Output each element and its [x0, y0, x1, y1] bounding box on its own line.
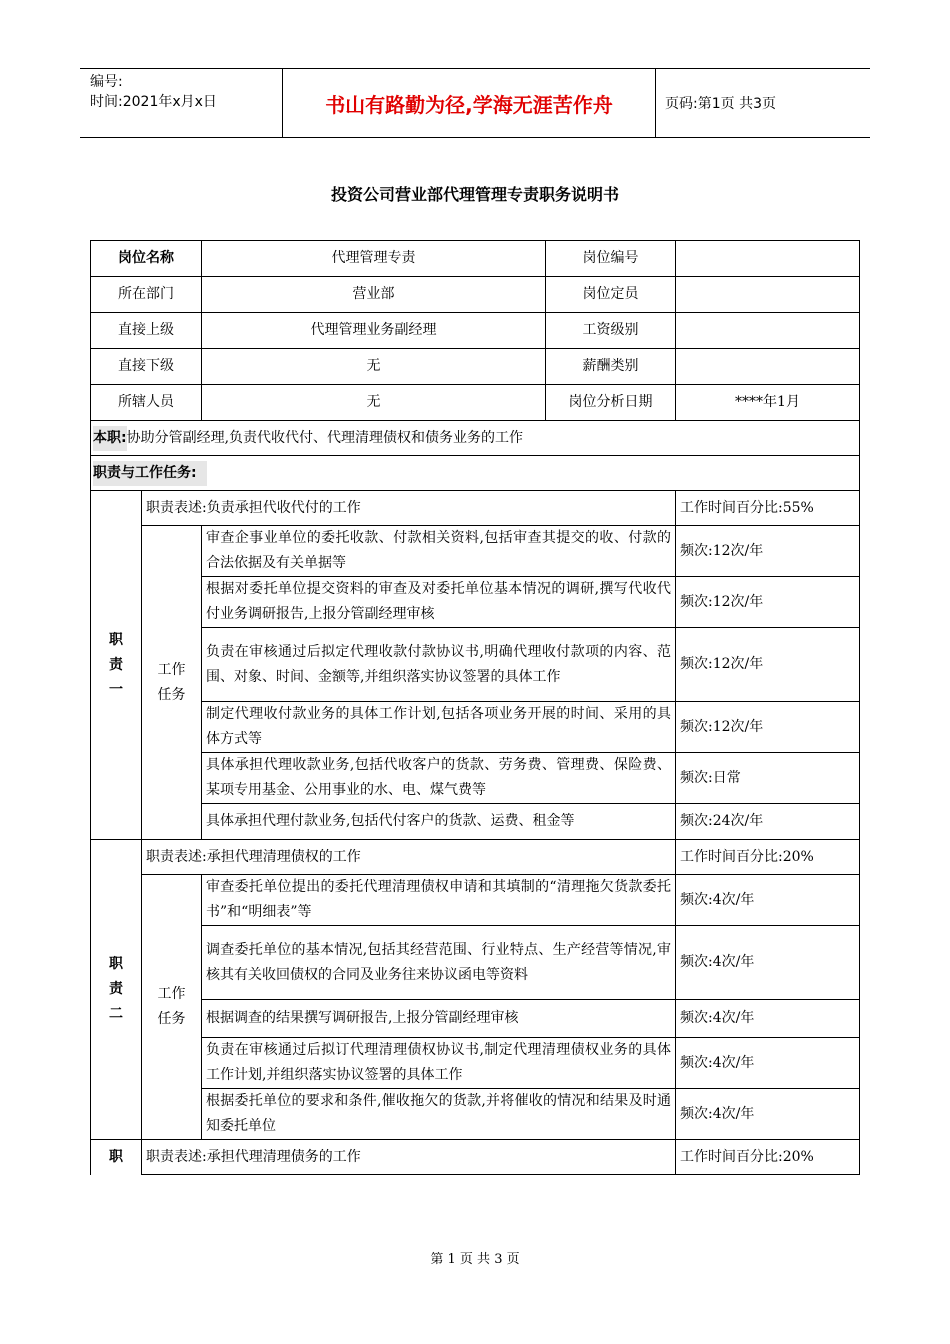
info-value — [676, 241, 860, 277]
task-description: 具体承担代理收款业务,包括代收客户的货款、劳务费、管理费、保险费、某项专用基金、公用事业的水、电、煤气费等 — [202, 753, 676, 804]
task-row — [91, 628, 860, 702]
duty-statement-row — [91, 491, 860, 526]
info-label: 直接下级 — [91, 349, 202, 385]
duties-label-row — [91, 456, 860, 491]
info-row — [91, 349, 860, 385]
task-row — [91, 702, 860, 753]
info-value: ****年1月 — [676, 385, 860, 421]
info-value: 代理管理专责 — [202, 241, 546, 277]
page-footer: 第 1 页 共 3 页 — [430, 1252, 520, 1267]
task-description: 调查委托单位的基本情况,包括其经营范围、行业特点、生产经营等情况,审核其有关收回债权的合同及业务往来协议函电等资料 — [202, 926, 676, 1000]
task-description: 负责在审核通过后拟订代理清理债权协议书,制定代理清理债权业务的具体工作计划,并组织落实协议签署的具体工作 — [202, 1038, 676, 1089]
task-row — [91, 577, 860, 628]
task-row — [91, 1089, 860, 1140]
task-label — [142, 875, 202, 1140]
date-label: 时间:2021年x月x日 — [90, 94, 217, 110]
task-frequency: 频次:4次/年 — [676, 926, 860, 1000]
duty-name-char: 职 — [109, 956, 123, 972]
task-description: 审查企事业单位的委托收款、付款相关资料,包括审查其提交的收、付款的合法依据及有关单据等 — [202, 526, 676, 577]
motto: 书山有路勤为径,学海无涯苦作舟 — [282, 69, 656, 137]
duty-name — [91, 840, 142, 1140]
task-frequency: 频次:日常 — [676, 753, 860, 804]
info-value: 无 — [202, 385, 546, 421]
info-value — [676, 349, 860, 385]
task-label-line: 任务 — [157, 1011, 186, 1027]
task-label-line: 工作 — [157, 986, 186, 1002]
task-row — [91, 1000, 860, 1038]
task-label — [142, 526, 202, 840]
info-value: 营业部 — [202, 277, 546, 313]
info-row — [91, 277, 860, 313]
main-duty-text: 协助分管副经理,负责代收代付、代理清理债权和债务业务的工作 — [126, 429, 524, 446]
duties-label: 职责与工作任务: — [93, 461, 207, 486]
task-description: 制定代理收付款业务的具体工作计划,包括各项业务开展的时间、采用的具体方式等 — [202, 702, 676, 753]
info-label: 工资级别 — [546, 313, 676, 349]
main-duty — [91, 421, 860, 456]
task-description: 具体承担代理付款业务,包括代付客户的货款、运费、租金等 — [202, 804, 676, 840]
info-label: 所在部门 — [91, 277, 202, 313]
duty-statement: 职责表述:承担代理清理债权的工作 — [142, 840, 676, 875]
task-description: 根据委托单位的要求和条件,催收拖欠的货款,并将催收的情况和结果及时通知委托单位 — [202, 1089, 676, 1140]
duty-name-char: 责 — [109, 656, 123, 673]
duty-percent: 工作时间百分比:20% — [676, 1140, 860, 1175]
main-duty-label: 本职: — [93, 426, 127, 451]
task-row — [91, 926, 860, 1000]
duty-name-char: 职 — [109, 631, 123, 648]
duty-name-char: 一 — [109, 681, 123, 698]
task-row — [91, 753, 860, 804]
page-header — [80, 68, 870, 138]
main-duty-row — [91, 421, 860, 456]
duty-name: 职 — [91, 1140, 142, 1175]
task-row — [91, 1038, 860, 1089]
info-row — [91, 313, 860, 349]
info-row — [91, 385, 860, 421]
duty-statement-row — [91, 840, 860, 875]
page-info: 页码:第1页 共3页 — [665, 96, 776, 112]
task-frequency: 频次:12次/年 — [676, 702, 860, 753]
header-meta — [80, 69, 282, 137]
task-frequency: 频次:4次/年 — [676, 1038, 860, 1089]
duty-statement-row — [91, 1140, 860, 1175]
info-value — [676, 313, 860, 349]
duty-percent: 工作时间百分比:55% — [676, 491, 860, 526]
info-label: 薪酬类别 — [546, 349, 676, 385]
task-frequency: 频次:4次/年 — [676, 1089, 860, 1140]
job-description-table — [90, 240, 860, 1175]
duty-name-char: 责 — [109, 981, 123, 997]
task-row — [91, 526, 860, 577]
duty-statement: 职责表述:负责承担代收代付的工作 — [142, 491, 676, 526]
task-frequency: 频次:4次/年 — [676, 1000, 860, 1038]
duty-statement: 职责表述:承担代理清理债务的工作 — [142, 1140, 676, 1175]
task-frequency: 频次:24次/年 — [676, 804, 860, 840]
task-frequency: 频次:12次/年 — [676, 577, 860, 628]
task-label-line: 任务 — [157, 686, 186, 703]
info-label: 岗位名称 — [91, 241, 202, 277]
info-label: 岗位分析日期 — [546, 385, 676, 421]
task-frequency: 频次:12次/年 — [676, 526, 860, 577]
info-label: 岗位定员 — [546, 277, 676, 313]
task-description: 负责在审核通过后拟定代理收款付款协议书,明确代理收付款项的内容、范围、对象、时间、金额等,并组织落实协议签署的具体工作 — [202, 628, 676, 702]
task-row — [91, 875, 860, 926]
info-row — [91, 241, 860, 277]
task-description: 根据对委托单位提交资料的审查及对委托单位基本情况的调研,撰写代收代付业务调研报告,上报分管副经理审核 — [202, 577, 676, 628]
task-row — [91, 804, 860, 840]
duty-name — [91, 491, 142, 840]
task-description: 根据调查的结果撰写调研报告,上报分管副经理审核 — [202, 1000, 676, 1038]
duties-heading — [91, 456, 860, 491]
number-label: 编号: — [90, 74, 123, 90]
task-frequency: 频次:12次/年 — [676, 628, 860, 702]
info-label: 直接上级 — [91, 313, 202, 349]
info-label: 岗位编号 — [546, 241, 676, 277]
info-value — [676, 277, 860, 313]
task-frequency: 频次:4次/年 — [676, 875, 860, 926]
task-label-line: 工作 — [157, 661, 186, 678]
duty-name-char: 二 — [109, 1006, 123, 1022]
info-label: 所辖人员 — [91, 385, 202, 421]
document-title: 投资公司营业部代理管理专责职务说明书 — [330, 185, 619, 204]
info-value: 代理管理业务副经理 — [202, 313, 546, 349]
info-value: 无 — [202, 349, 546, 385]
task-description: 审查委托单位提出的委托代理清理债权申请和其填制的“清理拖欠货款委托书”和“明细表”等 — [202, 875, 676, 926]
duty-percent: 工作时间百分比:20% — [676, 840, 860, 875]
